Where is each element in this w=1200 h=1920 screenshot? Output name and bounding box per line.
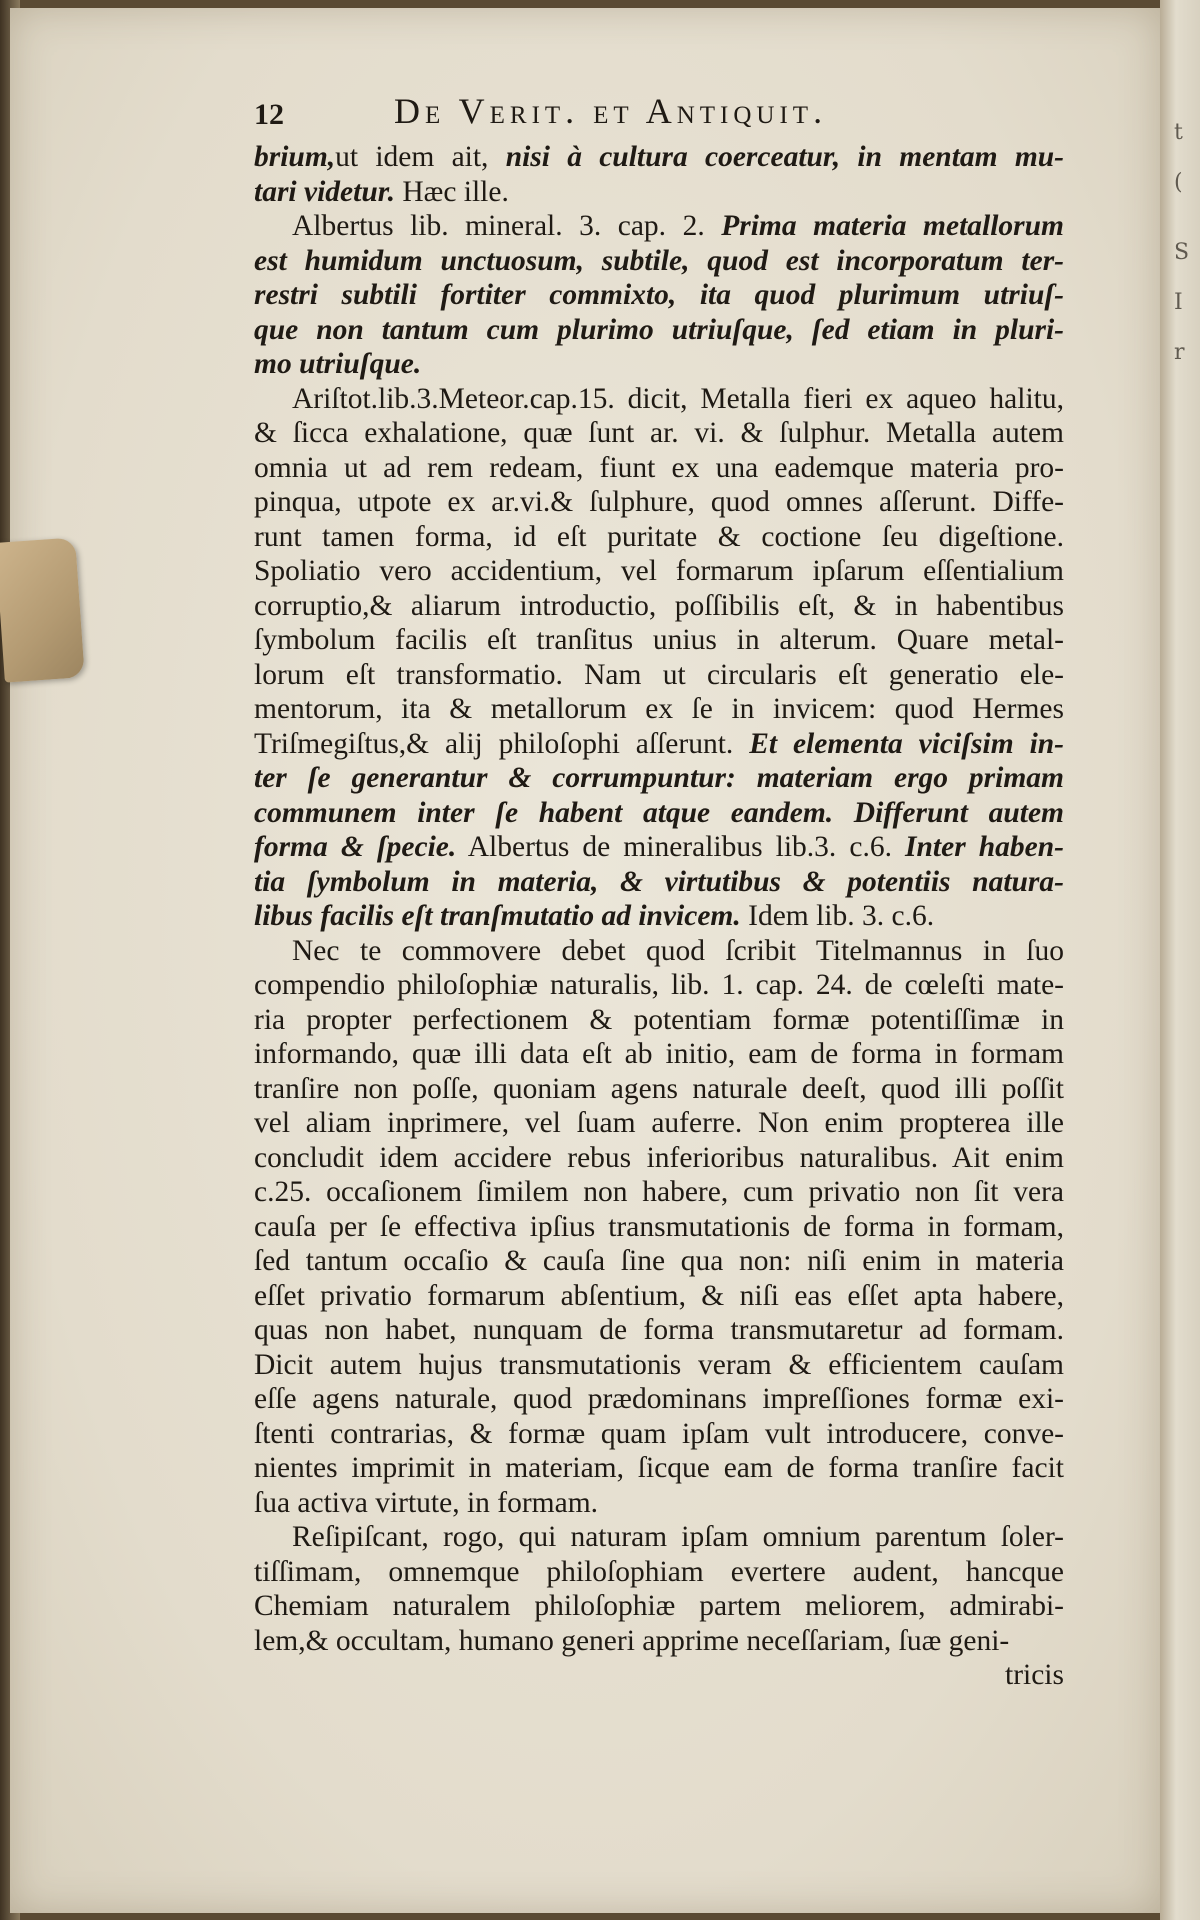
roman-run: Reſipiſcant, rogo, qui naturam ipſam omnium parentum ſoler- <box>292 1521 1064 1553</box>
roman-run: compendio philoſophiæ naturalis, lib. 1. cap. 24. de cœleſti mate- <box>254 969 1064 1001</box>
body-text <box>254 140 1064 1658</box>
italic-run: libus facilis eſt tranſmutatio ad invicem. <box>254 900 741 932</box>
text-line <box>254 968 1064 1003</box>
roman-run: Ariſtot.lib.3.Meteor.cap.15. dicit, Metalla fieri ex aqueo halitu, <box>292 382 1064 415</box>
roman-run: vel aliam inprimere, vel ſuam auferre. Non enim propterea ille <box>254 1107 1064 1139</box>
roman-run: ſed tantum occaſio & cauſa ſine qua non: niſi enim in materia <box>254 1245 1064 1277</box>
italic-run: forma & ſpecie. <box>254 831 457 863</box>
italic-run: mo utriuſque. <box>254 348 422 380</box>
text-line <box>254 1451 1064 1486</box>
italic-run: Et elementa viciſsim in- <box>749 727 1064 760</box>
roman-run: ria propter perfectionem & potentiam formæ potentiſſimæ in <box>254 1003 1064 1036</box>
text-line <box>254 313 1064 348</box>
text-line <box>254 554 1064 589</box>
text-line <box>254 416 1064 451</box>
paper-tab-marker <box>0 537 85 682</box>
roman-run: ſtenti contrarias, & formæ quam ipſam vult introducere, conve- <box>254 1417 1064 1450</box>
roman-run: runt tamen forma, id eſt puritate & coctione ſeu digeſtione. <box>254 520 1064 553</box>
roman-run: tranſire non poſſe, quoniam agens naturale deeſt, quod illi poſſit <box>254 1072 1064 1105</box>
text-line <box>254 451 1064 486</box>
italic-run: tia ſymbolum in materia, & virtutibus & potentiis natura- <box>254 865 1064 898</box>
edge-letter: t <box>1174 120 1183 145</box>
paragraph <box>254 140 1064 209</box>
roman-run: pinqua, utpote ex ar.vi.& ſulphure, quod omnes aſſerunt. Diffe- <box>254 486 1064 518</box>
italic-run: que non tantum cum plurimo utriuſque, ſed etiam in pluri- <box>254 313 1064 346</box>
text-line <box>254 485 1064 520</box>
roman-run: nientes imprimit in materiam, ſicque eam de forma tranſire facit <box>254 1452 1064 1484</box>
roman-run: Nec te commovere debet quod ſcribit Titelmannus in ſuo <box>292 934 1064 967</box>
roman-run: ſymbolum facilis eſt tranſitus unius in alterum. Quare metal- <box>254 624 1064 656</box>
roman-run: cauſa per ſe effectiva ipſius transmutationis de forma in formam, <box>254 1210 1064 1243</box>
text-line <box>254 1037 1064 1072</box>
text-line <box>254 934 1064 969</box>
text-line <box>254 1244 1064 1279</box>
text-line <box>254 1141 1064 1176</box>
paragraph <box>254 209 1064 382</box>
text-line <box>254 830 1064 865</box>
roman-run: & ſicca exhalatione, quæ ſunt ar. vi. & ſulphur. Metalla autem <box>254 417 1064 449</box>
roman-run: eſſet privatio formarum abſentium, & niſi eas eſſet apta habere, <box>254 1279 1064 1312</box>
text-line <box>254 692 1064 727</box>
roman-run: Albertus lib. mineral. 3. cap. 2. <box>292 210 722 242</box>
text-line <box>254 347 1064 382</box>
roman-run: ſua activa virtute, in formam. <box>254 1486 599 1519</box>
text-line <box>254 1210 1064 1245</box>
paragraph <box>254 934 1064 1521</box>
roman-run: Spoliatio vero accidentium, vel formarum ipſarum eſſentialium <box>254 555 1064 587</box>
italic-run: ter ſe generantur & corrumpuntur: materiam ergo primam <box>254 762 1064 794</box>
italic-run: brium, <box>254 141 336 173</box>
text-line <box>254 761 1064 796</box>
text-line <box>254 1003 1064 1038</box>
roman-run: corruptio,& aliarum introductio, poſſibilis eſt, & in habentibus <box>254 589 1064 622</box>
edge-letter: r <box>1174 340 1185 365</box>
text-line <box>254 1348 1064 1383</box>
edge-letter: S <box>1174 240 1190 265</box>
roman-run: Dicit autem hujus transmutationis veram & efficientem cauſam <box>254 1348 1064 1381</box>
roman-run: lorum eſt transformatio. Nam ut circularis eſt generatio ele- <box>254 658 1064 691</box>
italic-run: tari videtur. <box>254 175 395 208</box>
text-line <box>254 1589 1064 1624</box>
edge-letter: I <box>1174 290 1183 315</box>
italic-run: Inter haben- <box>905 831 1065 863</box>
text-line <box>254 1313 1064 1348</box>
text-line <box>254 899 1064 934</box>
paragraph <box>254 382 1064 934</box>
roman-run: Idem lib. 3. c.6. <box>740 900 935 932</box>
text-block <box>254 91 1065 1693</box>
roman-run: mentorum, ita & metallorum ex ſe in invicem: quod Hermes <box>254 693 1064 725</box>
text-line <box>254 1072 1064 1107</box>
page-header <box>254 91 1064 140</box>
edge-letter: ( <box>1174 170 1183 195</box>
italic-run: restri subtili fortiter commixto, ita quod plurimum utriuſ- <box>254 279 1064 311</box>
roman-run: ut idem ait, <box>335 141 506 173</box>
roman-run: informando, quæ illi data eſt ab initio, eam de forma in formam <box>254 1038 1064 1070</box>
text-line <box>254 209 1064 244</box>
next-page-edge <box>1160 0 1200 1920</box>
page-number: 12 <box>254 98 284 131</box>
text-line <box>254 1555 1064 1590</box>
roman-run: lem,& occultam, humano generi apprime neceſſariam, ſuæ geni- <box>254 1624 1010 1657</box>
text-line <box>254 175 1064 210</box>
text-line <box>254 1520 1064 1555</box>
text-line <box>254 1175 1064 1210</box>
italic-run: communem inter ſe habent atque eandem. Differunt autem <box>254 796 1064 829</box>
text-line <box>254 658 1064 693</box>
running-head: De Verit. et Antiquit. <box>394 91 828 131</box>
text-line <box>254 278 1064 313</box>
roman-run: Triſmegiſtus,& alij philoſophi aſſerunt. <box>254 727 750 760</box>
text-line <box>254 1279 1064 1314</box>
text-line <box>254 727 1064 762</box>
text-line <box>254 1382 1064 1417</box>
text-line <box>254 589 1064 624</box>
paragraph <box>254 1520 1064 1658</box>
text-line <box>254 1624 1064 1659</box>
roman-run: Hæc ille. <box>394 175 509 208</box>
text-line <box>254 382 1064 417</box>
roman-run: Chemiam naturalem philoſophiæ partem meliorem, admirabi- <box>254 1590 1064 1622</box>
roman-run: tiſſimam, omnemque philoſophiam evertere audent, hancque <box>254 1555 1064 1588</box>
italic-run: nisi à cultura coerceatur, in mentam mu- <box>505 141 1065 173</box>
text-line <box>254 796 1064 831</box>
catchword: tricis <box>1005 1659 1064 1691</box>
text-line <box>254 140 1064 175</box>
text-line <box>254 865 1064 900</box>
roman-run: Albertus de mineralibus lib.3. c.6. <box>456 831 906 863</box>
text-line <box>254 1417 1064 1452</box>
text-line <box>254 1106 1064 1141</box>
roman-run: concludit idem accidere rebus inferioribus naturalibus. Ait enim <box>254 1141 1064 1174</box>
text-line <box>254 520 1064 555</box>
text-line <box>254 623 1064 658</box>
italic-run: Prima materia metallorum <box>721 210 1065 242</box>
roman-run: quas non habet, nunquam de forma transmutaretur ad formam. <box>254 1314 1064 1346</box>
roman-run: c.25. occaſionem ſimilem non habere, cum privatio non ſit vera <box>254 1176 1064 1208</box>
text-line <box>254 244 1064 279</box>
roman-run: omnia ut ad rem redeam, fiunt ex una eademque materia pro- <box>254 451 1064 484</box>
roman-run: eſſe agens naturale, quod prædominans impreſſiones formæ exi- <box>254 1383 1064 1415</box>
italic-run: est humidum unctuosum, subtile, quod est incorporatum ter- <box>254 244 1064 277</box>
text-line <box>254 1486 1064 1521</box>
